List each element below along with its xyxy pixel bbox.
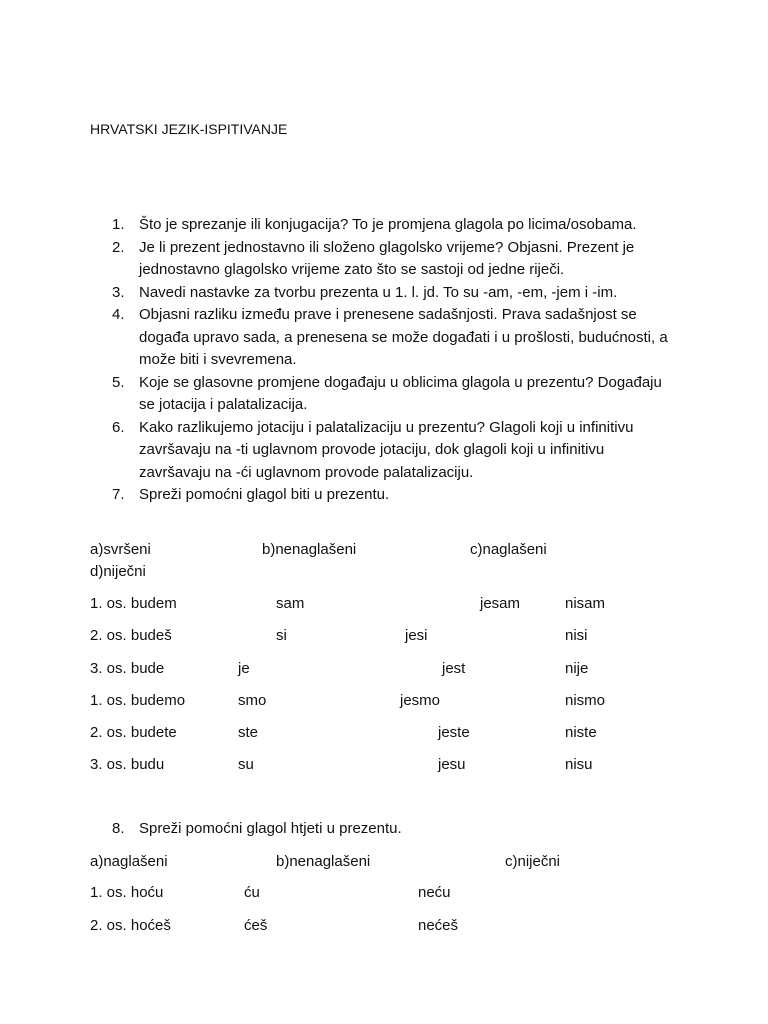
question-text: Kako razlikujemo jotaciju i palatalizaciju u prezentu? Glagoli koji u infinitivu završavaju na -ti uglavnom provode jotaciju, dok glagoli koji u infinitivu završavaju na -ći uglavnom provode palatalizaciju. <box>139 418 634 481</box>
biti-header-a: a)svršeni <box>90 541 151 558</box>
biti-header-d: d)niječni <box>90 563 146 580</box>
question-item <box>112 237 672 282</box>
biti-cell-negative: nisu <box>565 756 593 773</box>
question-item <box>112 417 672 485</box>
question-item <box>112 484 672 507</box>
biti-cell-form: 1. os. budem <box>90 595 177 612</box>
document-title: HRVATSKI JEZIK-ISPITIVANJE <box>90 121 288 137</box>
biti-cell-unstressed: su <box>238 756 254 773</box>
question-number: 3. <box>112 283 125 301</box>
biti-cell-negative: niste <box>565 724 597 741</box>
biti-header-c: c)naglašeni <box>470 541 547 558</box>
question-number: 2. <box>112 238 125 256</box>
question-text: Koje se glasovne promjene događaju u oblicima glagola u prezentu? Događaju se jotacija i palatalizacija. <box>139 373 662 413</box>
biti-cell-form: 3. os. budu <box>90 756 165 773</box>
htjeti-header-c: c)niječni <box>505 853 561 870</box>
biti-cell-stressed: jesam <box>480 595 521 612</box>
question-text: Što je sprezanje ili konjugacija? To je promjena glagola po licima/osobama. <box>139 216 637 233</box>
biti-cell-unstressed: je <box>238 660 250 677</box>
biti-cell-stressed: jest <box>442 660 466 677</box>
question-text: Spreži pomoćni glagol biti u prezentu. <box>139 486 390 503</box>
biti-cell-form: 3. os. bude <box>90 660 165 677</box>
question-text: Je li prezent jednostavno ili složeno glagolsko vrijeme? Objasni. Prezent je jednostavno glagolsko vrijeme zato što se sastoji od jedne riječi. <box>139 238 635 278</box>
question-item <box>112 372 672 417</box>
biti-cell-unstressed: sam <box>276 595 305 612</box>
biti-cell-form: 1. os. budemo <box>90 692 186 709</box>
biti-cell-unstressed: ste <box>238 724 259 741</box>
biti-header-b: b)nenaglašeni <box>262 541 357 558</box>
htjeti-header-b: b)nenaglašeni <box>276 853 371 870</box>
biti-cell-negative: nisam <box>565 595 606 612</box>
biti-cell-stressed: jeste <box>438 724 470 741</box>
question-number: 1. <box>112 216 125 233</box>
htjeti-cell-negative: neću <box>418 884 451 901</box>
question-number: 8. <box>112 820 125 837</box>
biti-cell-unstressed: smo <box>238 692 267 709</box>
biti-cell-unstressed: si <box>276 627 287 644</box>
question-item <box>112 304 672 372</box>
biti-cell-form: 2. os. budeš <box>90 627 172 644</box>
question-item <box>112 282 672 305</box>
htjeti-cell-form: 1. os. hoću <box>90 884 164 901</box>
biti-cell-negative: nisi <box>565 627 588 644</box>
biti-cell-stressed: jesu <box>438 756 466 773</box>
htjeti-header-a: a)naglašeni <box>90 853 168 870</box>
question-number: 4. <box>112 306 125 323</box>
htjeti-cell-unstressed: ću <box>244 884 260 901</box>
question-item <box>112 214 672 237</box>
biti-cell-negative: nismo <box>565 692 606 709</box>
htjeti-cell-unstressed: ćeš <box>244 917 268 934</box>
question-text: Spreži pomoćni glagol htjeti u prezentu. <box>139 820 402 837</box>
htjeti-cell-form: 2. os. hoćeš <box>90 917 171 934</box>
question-text: Objasni razliku između prave i prenesene sadašnjosti. Prava sadašnjost se događa upravo sada, a prenesena se može događati i u prošlosti, budućnosti, a može biti i svevremena. <box>139 306 668 368</box>
biti-cell-stressed: jesmo <box>400 692 441 709</box>
biti-cell-negative: nije <box>565 660 589 677</box>
question-text: Navedi nastavke za tvorbu prezenta u 1. l. jd. To su -am, -em, -jem i -im. <box>139 283 618 301</box>
htjeti-cell-negative: nećeš <box>418 917 459 934</box>
question-number: 6. <box>112 418 125 436</box>
question-number: 7. <box>112 486 125 503</box>
question-number: 5. <box>112 373 125 391</box>
question-list <box>112 214 672 507</box>
biti-cell-stressed: jesi <box>405 627 428 644</box>
biti-cell-form: 2. os. budete <box>90 724 177 741</box>
